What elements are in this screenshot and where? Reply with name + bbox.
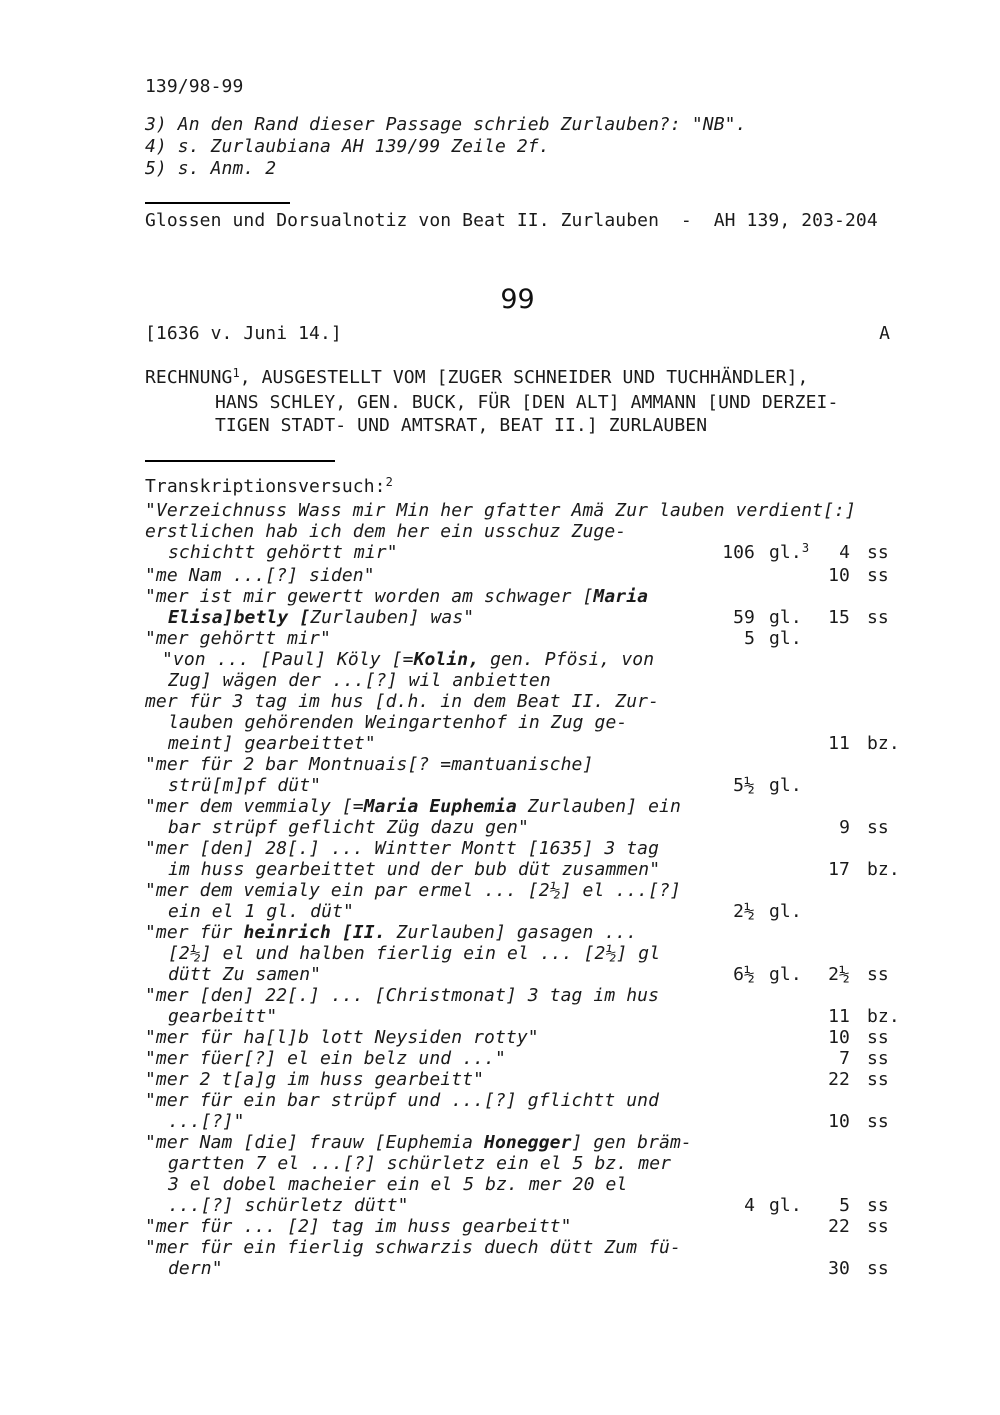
footnote-marker: 1: [232, 366, 240, 380]
text-segment: "mer ist mir gewertt worden am schwager [: [145, 586, 594, 607]
amount-cell-unit-ss: [850, 542, 890, 565]
text-segment: Zug] wägen der ...[?] wil anbietten: [168, 670, 551, 691]
transcription-text: [145, 775, 705, 796]
amount-columns: [705, 964, 890, 985]
amount-cell-amount-ss: [815, 628, 850, 649]
transcription-text: [145, 649, 890, 670]
text-segment: 5½: [733, 775, 755, 796]
heading-separator-rule: [145, 460, 335, 462]
amount-cell-amount-ss: [815, 1111, 850, 1132]
emphasized-name: Honegger: [484, 1132, 572, 1153]
text-segment: 3 el dobel macheier ein el 5 bz. mer 20 el: [168, 1174, 628, 1195]
transcription-line: [145, 964, 890, 985]
text-segment: 30: [828, 1258, 850, 1279]
text-segment: "mer für: [145, 922, 244, 943]
amount-cell-unit-gl: [755, 964, 815, 985]
text-segment: 6½: [733, 964, 755, 985]
transcription-line: [145, 691, 890, 712]
amount-columns: [705, 1258, 890, 1279]
text-segment: 106: [722, 542, 755, 563]
footnote-marker: 3: [801, 541, 810, 555]
amount-cell-unit-ss: [850, 1006, 900, 1027]
amount-cell-amount-ss: [815, 859, 850, 880]
transcription-text: [145, 1174, 890, 1195]
transcription-text: [145, 964, 705, 985]
amount-cell-amount-ss: [815, 733, 850, 754]
text-segment: 59: [733, 607, 755, 628]
text-segment: 17: [828, 859, 850, 880]
heading-line: [145, 366, 890, 391]
amount-cell-amount-ss: [815, 1195, 850, 1216]
amount-cell-unit-ss: [850, 775, 890, 796]
amount-columns: [705, 1069, 890, 1090]
transcription-line: [145, 796, 890, 817]
text-segment: gl.: [769, 607, 802, 628]
amount-columns: [705, 859, 900, 880]
amount-cell-unit-ss: [850, 1195, 890, 1216]
text-segment: RECHNUNG: [145, 367, 233, 388]
amount-cell-unit-gl: [755, 1258, 815, 1279]
footnote-separator-rule: [145, 202, 290, 204]
amount-columns: [705, 1111, 890, 1132]
amount-cell-amount-gl: [705, 733, 755, 754]
transcription-line: [145, 985, 890, 1006]
text-segment: gl.: [769, 775, 802, 796]
amount-cell-unit-ss: [850, 733, 900, 754]
text-segment: ss: [867, 1069, 889, 1090]
text-segment: [2½] el und halben fierlig ein el ... [2½] gl: [168, 943, 661, 964]
emphasized-name: Elisa]betly [: [168, 607, 311, 628]
emphasized-name: Maria: [593, 586, 649, 607]
text-segment: dütt Zu samen": [168, 964, 322, 985]
transcription-text: [145, 1090, 890, 1111]
text-segment: gen. Pfösi, von: [479, 649, 655, 670]
text-segment: "me Nam ...[?] siden": [145, 565, 375, 586]
emphasized-name: heinrich [II.: [243, 922, 386, 943]
text-segment: "mer für ein fierlig schwarzis duech dütt Zum fü-: [145, 1237, 681, 1258]
amount-cell-unit-gl: [755, 1048, 815, 1069]
amount-cell-unit-ss: [850, 628, 890, 649]
transcription-line: [145, 1027, 890, 1048]
amount-cell-unit-gl: [755, 1195, 815, 1216]
amount-cell-amount-gl: [705, 1027, 755, 1048]
amount-cell-amount-gl: [705, 1006, 755, 1027]
text-segment: ss: [867, 1216, 889, 1237]
text-segment: 9: [839, 817, 850, 838]
amount-cell-amount-ss: [815, 964, 850, 985]
transcription-text: [145, 628, 705, 649]
amount-cell-unit-gl: [755, 733, 815, 754]
transcription-text: [145, 859, 705, 880]
text-segment: "mer für ha[l]b lott Neysiden rotty": [145, 1027, 539, 1048]
amount-cell-amount-gl: [705, 817, 755, 838]
transcription-text: [145, 754, 890, 775]
amount-cell-amount-gl: [705, 628, 755, 649]
text-segment: bz.: [867, 859, 900, 880]
transcription-line: [145, 670, 890, 691]
text-segment: ein el 1 gl. düt": [168, 901, 354, 922]
amount-cell-amount-gl: [705, 1048, 755, 1069]
footnote-line: 3) An den Rand dieser Passage schrieb Zurlauben?: "NB".: [145, 114, 747, 135]
amount-columns: [705, 817, 890, 838]
text-segment: TIGEN STADT- UND AMTSRAT, BEAT II.] ZURLAUBEN: [215, 415, 708, 436]
amount-cell-amount-ss: [815, 775, 850, 796]
amount-cell-unit-gl: [755, 565, 815, 586]
transcription-line: [145, 1153, 890, 1174]
text-segment: ss: [867, 565, 889, 586]
amount-cell-unit-gl: [755, 1111, 815, 1132]
text-segment: "mer Nam [die] frauw [Euphemia: [145, 1132, 485, 1153]
transcription-text: [145, 521, 890, 542]
marginal-letter: A: [879, 323, 890, 344]
amount-cell-unit-gl: [755, 542, 815, 565]
amount-cell-amount-ss: [815, 1216, 850, 1237]
text-segment: ss: [867, 1258, 889, 1279]
transcription-line: [145, 1216, 890, 1237]
amount-cell-unit-gl: [755, 817, 815, 838]
transcription-line: [145, 1090, 890, 1111]
text-segment: ...[?]": [168, 1111, 245, 1132]
text-segment: ss: [867, 607, 889, 628]
text-segment: ss: [867, 817, 889, 838]
transcription-line: [145, 754, 890, 775]
transcription-line: [145, 943, 890, 964]
transcription-line: [145, 1195, 890, 1216]
amount-cell-amount-gl: [705, 1195, 755, 1216]
amount-cell-amount-ss: [815, 1258, 850, 1279]
text-segment: bz.: [867, 733, 900, 754]
text-segment: lauben gehörenden Weingartenhof in Zug ge-: [168, 712, 628, 733]
text-segment: "Verzeichnuss Wass mir Min her gfatter Amä Zur lauben verdient[:]: [145, 500, 856, 521]
amount-cell-amount-gl: [705, 1069, 755, 1090]
transcription-text: [145, 691, 890, 712]
text-segment: gartten 7 el ...[?] schürletz ein el 5 bz. mer: [168, 1153, 672, 1174]
amount-cell-amount-gl: [705, 565, 755, 586]
amount-columns: [705, 775, 890, 796]
amount-cell-unit-gl: [755, 1216, 815, 1237]
amount-cell-amount-ss: [815, 1069, 850, 1090]
text-segment: 10: [828, 1111, 850, 1132]
text-segment: strü[m]pf düt": [168, 775, 322, 796]
transcription-line: [145, 586, 890, 607]
transcription-text: [145, 1195, 705, 1216]
text-segment: erstlichen hab ich dem her ein usschuz Zuge-: [145, 521, 627, 542]
amount-columns: [705, 1048, 890, 1069]
text-segment: HANS SCHLEY, GEN. BUCK, FÜR [DEN ALT] AMMANN [UND DERZEI-: [215, 392, 839, 413]
transcription-text: [145, 542, 705, 565]
amount-cell-amount-gl: [705, 901, 755, 922]
text-segment: , AUSGESTELLT VOM [ZUGER SCHNEIDER UND TUCHHÄNDLER],: [239, 367, 809, 388]
amount-cell-unit-gl: [755, 859, 815, 880]
transcription-text: [145, 565, 705, 586]
transcription-text: [145, 607, 705, 628]
transcription-line: [145, 1237, 890, 1258]
gloss-note-line: Glossen und Dorsualnotiz von Beat II. Zurlauben - AH 139, 203-204: [145, 210, 878, 231]
amount-cell-unit-ss: [850, 1258, 890, 1279]
text-segment: 15: [828, 607, 850, 628]
transcription-text: [145, 901, 705, 922]
footnotes-block: [145, 114, 890, 180]
transcription-text: [145, 796, 890, 817]
amount-columns: [705, 1027, 890, 1048]
amount-cell-amount-gl: [705, 1111, 755, 1132]
transcription-text: [145, 586, 890, 607]
transcription-line: [145, 1258, 890, 1279]
transcription-line: [145, 649, 890, 670]
amount-cell-amount-ss: [815, 1006, 850, 1027]
transcription-text: [145, 733, 705, 754]
text-segment: dern": [168, 1258, 223, 1279]
amount-cell-unit-ss: [850, 1216, 890, 1237]
transcription-line: [145, 775, 890, 796]
transcription-text: [145, 670, 890, 691]
transcription-line: [145, 607, 890, 628]
emphasized-name: Kolin,: [413, 649, 480, 670]
text-segment: "von ... [Paul] Köly [=: [162, 649, 414, 670]
text-segment: gl.: [769, 542, 802, 563]
text-segment: "mer füer[?] el ein belz und ...": [145, 1048, 506, 1069]
transcription-text: [145, 1069, 705, 1090]
amount-cell-amount-gl: [705, 859, 755, 880]
transcription-line: [145, 901, 890, 922]
archive-reference: 139/98-99: [145, 76, 244, 97]
text-segment: 4: [839, 542, 850, 563]
text-segment: 11: [828, 733, 850, 754]
transcription-line: [145, 859, 900, 880]
transcription-text: [145, 817, 705, 838]
text-segment: mer für 3 tag im hus [d.h. in dem Beat II. Zur-: [145, 691, 660, 712]
text-segment: gearbeitt": [168, 1006, 278, 1027]
transcription-text: [145, 985, 890, 1006]
amount-cell-amount-ss: [815, 565, 850, 586]
amount-columns: [705, 542, 890, 565]
amount-cell-unit-gl: [755, 607, 815, 628]
text-segment: 10: [828, 565, 850, 586]
heading-line: [145, 391, 890, 414]
transcription-line: [145, 500, 890, 521]
date-line: [1636 v. Juni 14.]: [145, 323, 342, 344]
text-segment: ...[?] schürletz dütt": [168, 1195, 409, 1216]
transcription-line: [145, 880, 890, 901]
amount-cell-unit-ss: [850, 1111, 890, 1132]
transcription-text: [145, 1132, 890, 1153]
text-segment: "mer dem vemmialy [=: [145, 796, 364, 817]
text-segment: ] gen bräm-: [571, 1132, 692, 1153]
amount-columns: [705, 628, 890, 649]
text-segment: ss: [867, 1027, 889, 1048]
document-number: 99: [500, 284, 535, 315]
transcription-text: [145, 1048, 705, 1069]
transcription-line: [145, 733, 900, 754]
text-segment: "mer 2 t[a]g im huss gearbeitt": [145, 1069, 485, 1090]
text-segment: im huss gearbeittet und der bub düt zusammen": [168, 859, 661, 880]
text-segment: ss: [867, 1111, 889, 1132]
amount-columns: [705, 1195, 890, 1216]
amount-cell-unit-gl: [755, 775, 815, 796]
text-segment: meint] gearbeittet": [168, 733, 376, 754]
heading-line: [145, 414, 890, 437]
amount-cell-unit-gl: [755, 1027, 815, 1048]
transcription-line: [145, 628, 890, 649]
transcription-line: [145, 565, 890, 586]
text-segment: gl.: [769, 628, 802, 649]
amount-cell-amount-gl: [705, 775, 755, 796]
amount-columns: [705, 733, 900, 754]
amount-cell-unit-gl: [755, 1069, 815, 1090]
amount-cell-unit-ss: [850, 1069, 890, 1090]
emphasized-name: Maria Euphemia: [363, 796, 517, 817]
transcription-line: [145, 542, 890, 565]
amount-cell-unit-ss: [850, 607, 890, 628]
transcription-line: [145, 1132, 890, 1153]
amount-cell-unit-ss: [850, 859, 900, 880]
text-segment: ss: [867, 542, 889, 563]
text-segment: Zurlauben] gasagen ...: [385, 922, 638, 943]
text-segment: ss: [867, 1195, 889, 1216]
text-segment: "mer [den] 28[.] ... Wintter Montt [1635] 3 tag: [145, 838, 660, 859]
transcription-text: [145, 1153, 890, 1174]
amount-columns: [705, 1006, 900, 1027]
text-segment: 22: [828, 1216, 850, 1237]
text-segment: bar strüpf geflicht Züg dazu gen": [168, 817, 529, 838]
amount-columns: [705, 565, 890, 586]
amount-cell-unit-ss: [850, 817, 890, 838]
amount-cell-amount-ss: [815, 817, 850, 838]
amount-columns: [705, 607, 890, 628]
transcription-text: [145, 1006, 705, 1027]
footnote-line: 5) s. Anm. 2: [145, 158, 277, 179]
text-segment: 7: [839, 1048, 850, 1069]
text-segment: 2½: [828, 964, 850, 985]
transcription-text: [145, 1027, 705, 1048]
amount-cell-amount-gl: [705, 964, 755, 985]
amount-cell-unit-ss: [850, 901, 890, 922]
text-segment: Zurlauben] was": [310, 607, 475, 628]
text-segment: gl.: [769, 1195, 802, 1216]
amount-cell-unit-ss: [850, 1048, 890, 1069]
text-segment: gl.: [769, 901, 802, 922]
amount-cell-unit-ss: [850, 565, 890, 586]
amount-cell-amount-ss: [815, 542, 850, 565]
transcription-text: [145, 838, 890, 859]
transcription-line: [145, 1069, 890, 1090]
amount-cell-unit-gl: [755, 628, 815, 649]
transcription-line: [145, 712, 890, 733]
text-segment: "mer für 2 bar Montnuais[? =mantuanische]: [145, 754, 594, 775]
transcription-text: [145, 1216, 705, 1237]
transcription-text: [145, 712, 890, 733]
text-segment: 11: [828, 1006, 850, 1027]
document-heading: [145, 366, 890, 437]
text-segment: schichtt gehörtt mir": [168, 542, 398, 563]
amount-cell-amount-ss: [815, 901, 850, 922]
text-segment: "mer dem vemialy ein par ermel ... [2½] el ...[?]: [145, 880, 681, 901]
transcription-text: [145, 1111, 705, 1132]
transcription-line: [145, 817, 890, 838]
text-segment: Zurlauben] ein: [516, 796, 681, 817]
text-segment: "mer gehörtt mir": [145, 628, 331, 649]
transcription-text: [145, 943, 890, 964]
amount-cell-amount-ss: [815, 607, 850, 628]
transcription-line: [145, 1006, 900, 1027]
text-segment: "mer [den] 22[.] ... [Christmonat] 3 tag im hus: [145, 985, 660, 1006]
text-segment: "mer für ... [2] tag im huss gearbeitt": [145, 1216, 572, 1237]
transcription-heading: [145, 476, 890, 499]
text-segment: 4: [744, 1195, 755, 1216]
transcription-line: [145, 521, 890, 542]
transcription-line: [145, 1048, 890, 1069]
amount-cell-unit-gl: [755, 901, 815, 922]
transcription-line: [145, 922, 890, 943]
date-row: [145, 323, 890, 344]
amount-columns: [705, 1216, 890, 1237]
amount-cell-amount-gl: [705, 1258, 755, 1279]
amount-cell-unit-ss: [850, 964, 890, 985]
transcription-line: [145, 838, 890, 859]
amount-cell-unit-gl: [755, 1006, 815, 1027]
transcription-line: [145, 1174, 890, 1195]
text-segment: 5: [839, 1195, 850, 1216]
amount-cell-amount-ss: [815, 1048, 850, 1069]
transcription-block: [145, 500, 900, 1279]
text-segment: Transkriptionsversuch:: [145, 476, 386, 497]
transcription-text: [145, 500, 890, 521]
text-segment: "mer für ein bar strüpf und ...[?] gflichtt und: [145, 1090, 660, 1111]
amount-cell-unit-ss: [850, 1027, 890, 1048]
amount-columns: [705, 901, 890, 922]
text-segment: gl.: [769, 964, 802, 985]
transcription-text: [145, 880, 890, 901]
text-segment: ss: [867, 964, 889, 985]
text-segment: 22: [828, 1069, 850, 1090]
amount-cell-amount-gl: [705, 1216, 755, 1237]
transcription-text: [145, 1258, 705, 1279]
footnote-marker: 2: [385, 475, 393, 489]
amount-cell-amount-ss: [815, 1027, 850, 1048]
text-segment: 5: [744, 628, 755, 649]
amount-cell-amount-gl: [705, 607, 755, 628]
transcription-text: [145, 922, 890, 943]
transcription-text: [145, 1237, 890, 1258]
text-segment: 2½: [733, 901, 755, 922]
text-segment: 10: [828, 1027, 850, 1048]
text-segment: bz.: [867, 1006, 900, 1027]
text-segment: ss: [867, 1048, 889, 1069]
document-page: [145, 0, 900, 1279]
amount-cell-amount-gl: [705, 542, 755, 565]
footnote-line: 4) s. Zurlaubiana AH 139/99 Zeile 2f.: [145, 136, 550, 157]
transcription-line: [145, 1111, 890, 1132]
